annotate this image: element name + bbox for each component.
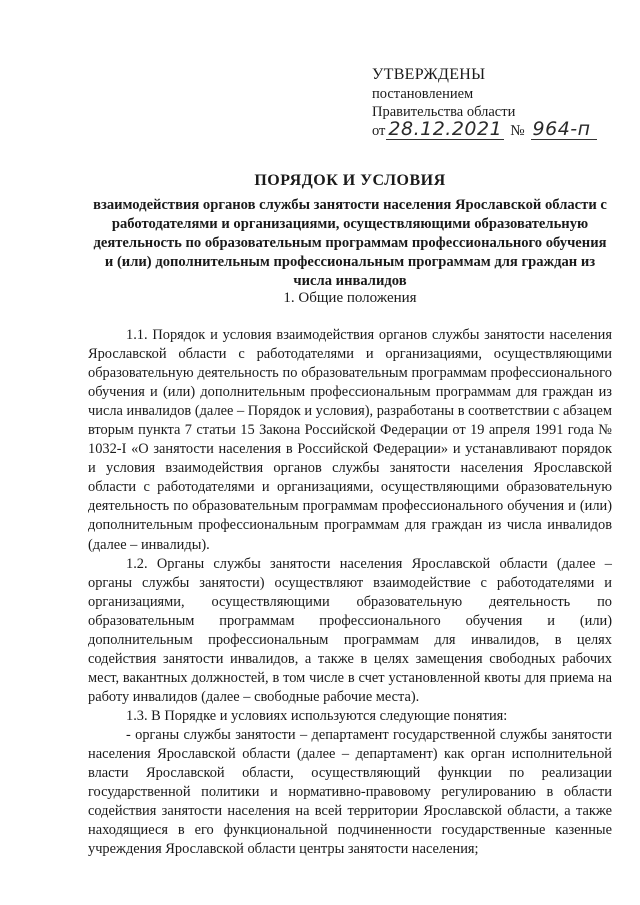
paragraph-1-3: 1.3. В Порядке и условиях используются следующие понятия: <box>126 707 508 724</box>
paragraph-1-2: 1.2. Органы службы занятости населения Ярославской области (далее – органы службы занятости) осуществляют взаимодействие с работодателями и организациями, осуществляющими образовательную деятельность по образовательным программам профессионального обучения и (или) дополнительным профессиональным программам для инвалидов, в целях содействия занятости инвалидов, а также в целях замещения свободных рабочих мест, вакантных должностей, в том числе в счет установленной квоты для приема на работу инвалидов (далее – свободные рабочие места). <box>88 555 612 705</box>
approving-authority: Правительства области <box>372 104 516 120</box>
definition-item: - органы службы занятости – департамент государственной службы занятости населения Ярославской области (далее – департамент) как орган исполнительной власти Ярославской области, осуществляющий функции по реализации государственной политики и нормативно-правовому регулированию в области содействия занятости населения на всей территории Ярославской области, а также находящиеся в его функциональной подчиненности государственные казенные учреждения Ярославской области центры занятости населения; <box>88 726 612 858</box>
section-heading: 1. Общие положения <box>283 290 417 306</box>
approved-by: постановлением <box>372 86 474 102</box>
approval-dateline <box>372 119 622 140</box>
handwritten-date: 28.12.2021 <box>388 118 503 140</box>
document-title <box>90 172 610 291</box>
title-subtitle: взаимодействия органов службы занятости населения Ярославской области с работодателями и организациями, осуществляющими образовательную деятельность по образовательным программам профессионального обучения и (или) дополнительным профессиональным программам для граждан из числа инвалидов <box>93 197 607 289</box>
approval-stamp <box>372 66 622 140</box>
date-prefix: от <box>372 123 386 139</box>
handwritten-number: 964-п <box>531 119 597 140</box>
approved-label: УТВЕРЖДЕНЫ <box>372 66 486 83</box>
number-sign: № <box>510 123 525 139</box>
paragraph-1-1: 1.1. Порядок и условия взаимодействия органов службы занятости населения Ярославской области с работодателями и организациями, осуществляющими образовательную деятельность по образовательным программам профессионального обучения и (или) дополнительным профессиональным программам для граждан из числа инвалидов (далее – Порядок и условия), разработаны в соответствии с абзацем вторым пункта 7 статьи 15 Закона Российской Федерации от 19 апреля 1991 года № 1032-I «О занятости населения в Российской Федерации» и устанавливают порядок и условия взаимодействия органов службы занятости населения Ярославской области с работодателями и организациями, осуществляющими образовательную деятельность по образовательным программам профессионального обучения и (или) дополнительным профессиональным программам для граждан из числа инвалидов (далее – инвалиды). <box>88 327 612 553</box>
title-main: ПОРЯДОК И УСЛОВИЯ <box>254 172 446 189</box>
document-body <box>88 326 612 859</box>
